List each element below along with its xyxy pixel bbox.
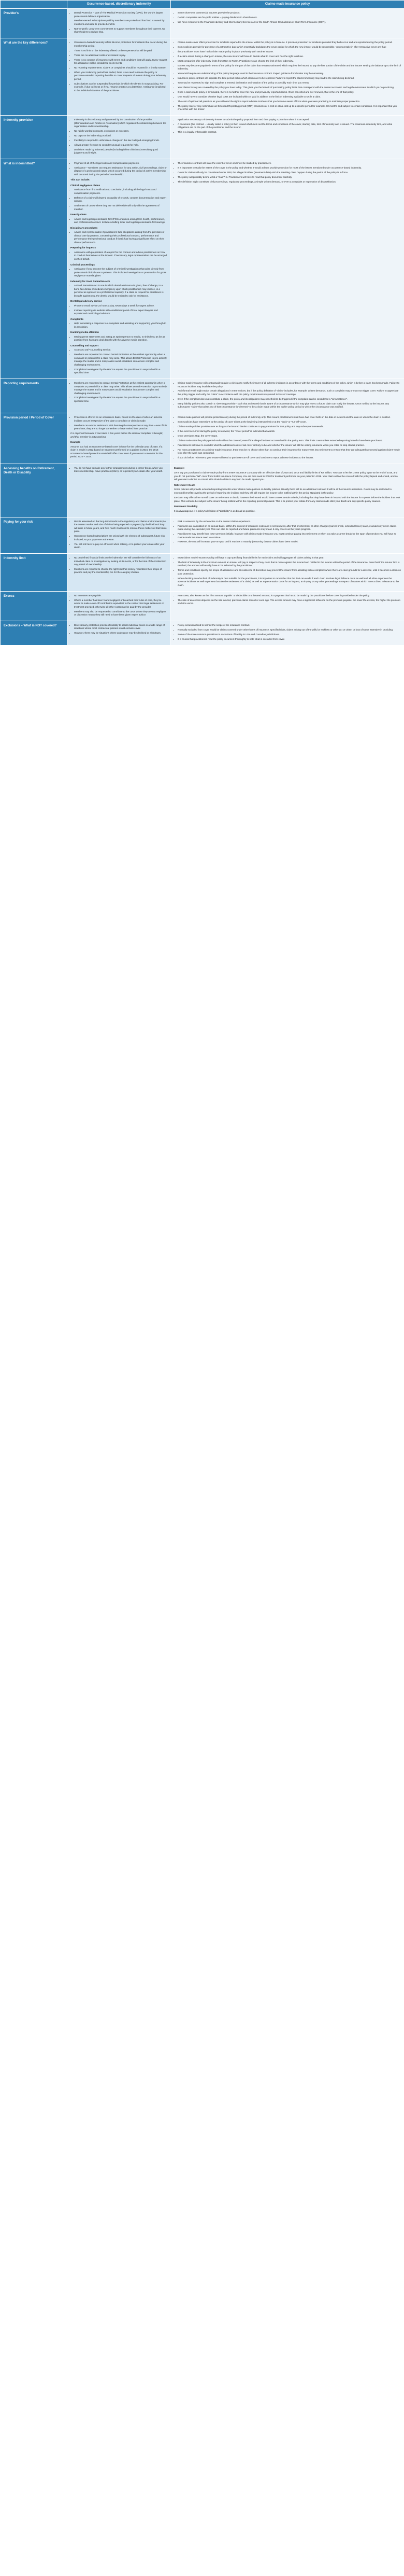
discretionary-item: • Complaints investigated by the HPCSA require the practitioner to respond within a specified time.	[74, 368, 167, 375]
claims-made-item: • We have recourse to the Financial Advisory and Intermediary Services Act or the South African Ombudsman of Short Term Insurance (OSTI).	[178, 21, 401, 24]
claims-made-item: • You may be requested to sign and complete a renewal declaration on inception of the policy or possibly each time you renew.	[178, 81, 401, 85]
discretionary-item: • Issuing press statements and acting as spokesperson to media, to shield you as far as possible from having to deal directly with the adverse media attention.	[74, 335, 167, 342]
claims-made-item: • Policy exclusions tend to narrow the scope of the insurance contract.	[178, 624, 401, 627]
discretionary-note: It is important because if one takes a few years before the claim or complaint is brought, and that member is not practicing.	[70, 432, 163, 438]
discretionary-item: • No excesses are payable.	[74, 594, 167, 598]
discretionary-item: • Phone or email advice 24 hours a day, seven days a week for urgent advice.	[74, 304, 167, 308]
discretionary-item: • No predefined financial limits on the indemnity. We will consider the full costs of an individual claim or investigation by looking at its merits, or for the total of the incidents in any period of membership.	[74, 556, 167, 567]
claims-made-item: • One would have to consider whether legal costs are included within or paid in addition to the limit of indemnity available to settle a claim.	[178, 95, 401, 99]
discretionary-list	[70, 624, 167, 635]
discretionary-list	[70, 382, 167, 403]
discretionary-list	[70, 335, 167, 342]
claims-made-item: • Some policies have extensions to the period of cover either at the beginning (retroactive) or at the "back" or "run-off" cover.	[178, 421, 401, 424]
row-label: Indemnity provision	[1, 115, 67, 159]
discretionary-item: • Subscriptions can be suspended for periods in which the dentist is not practicing. For example, if due to illness or if you resume practice at a later time. Assistance is tailored to the individual situation of the practitioner.	[74, 82, 167, 93]
discretionary-item: • Assistance from first notification to conclusion, including all the legal costs and compensation payments.	[74, 188, 167, 195]
discretionary-list	[70, 11, 167, 34]
example-intro: Let's say you purchased a claims-made policy from SABR Insurance Company with an effective date of 2016 and 2018 and liability limits of R2 million. You start to let the 1-year policy lapse at the end of 2019, and you do not purchase "tail" cover from SABR Insurance Company. You are then sued in 2020 for treatment performed on your patient in 2016. Your claim will not be covered with the policy lapsed and ended, and so will you want a dentist to consult with should a claim in any form be made against you.	[174, 471, 398, 481]
claims-made-item: • When deciding on what limit of indemnity is best suitable for the practitioner, it is important to remember that the limit can erode if each claim involves legal defence costs as well and all other expenses the adverse incidents as well expenses that also be settlement of a claim) as well as representation costs for an inquest, an inquiry or any other proceedings in respect of matters which have a direct relevance to the claim.	[178, 577, 401, 587]
comparison-table	[0, 0, 404, 646]
discretionary-list	[70, 520, 167, 550]
claims-made-item: • Insurance policy contract will stipulate the time period within which claims are to be reported. Failure to report the claims timeously may lead to the claim being declined.	[178, 77, 401, 80]
section-heading: Preparing for inquests	[70, 246, 96, 249]
claims-made-cell	[171, 517, 404, 553]
claims-made-list	[174, 520, 401, 544]
discretionary-item: • A Good Samaritan act is one in which dental assistance is given, free of charge, to a bona fide dental or medical emergency upon which practitioners may chance, in a personal as opposed to a professional capacity. If a claim or request for assistance is brought against you, the dentist would be entitled to ask for assistance.	[74, 284, 167, 298]
claims-made-item: • Some short-term commercial insurers provide the products.	[178, 11, 401, 15]
discretionary-list	[70, 556, 167, 575]
claims-made-item: • The policy may or may not include an Extended Reporting period (ERP) provisions at a cost or at no cost up to a specific period for example, 60 months and subject to certain conditions. It is important that you check this with the broker.	[178, 105, 401, 111]
discretionary-list	[70, 304, 167, 316]
claims-made-item: • Your claims history are covered by the policy you have today. This gives you the benefit of purchasing policy limits that correspond with the current economic and legal environment in which you're practicing.	[178, 86, 401, 90]
row-limit	[1, 554, 404, 592]
row-label: What are the key differences?	[1, 38, 67, 116]
discretionary-item: • Flexibility to respond to unforeseen changes in the law / alleged emerging trends.	[74, 139, 167, 143]
claims-made-list	[174, 594, 401, 606]
claims-made-item: • Claims-made policies provide cover as long as the insured dentist continues to pay premiums for that policy and any subsequent renewals.	[178, 425, 401, 429]
row-reporting	[1, 379, 404, 413]
section-heading: Indemnity for Good Samaritan acts	[70, 279, 110, 283]
header-blank	[1, 1, 67, 9]
row-retirement	[1, 464, 404, 517]
claims-made-item: • The definition might constitute civil proceedings, regulatory proceedings, a simple written demand, or even a complaint or expression of dissatisfaction.	[178, 180, 401, 184]
discretionary-list	[70, 162, 167, 176]
claims-made-cell	[171, 9, 404, 38]
claims-made-cell	[171, 38, 404, 116]
row-label: Reporting requirements	[1, 379, 67, 413]
header-row	[1, 1, 404, 9]
discretionary-list	[70, 118, 167, 155]
discretionary-item: • However, there may be situations where assistance may be declined or withdrawn.	[74, 632, 167, 635]
row-label: Exclusions – What is NOT covered?	[1, 621, 67, 645]
header-discretionary: Occurrence-based, discretionary indemnity	[67, 1, 171, 9]
claims-made-list	[174, 556, 401, 587]
claims-made-item: • Practitioners may benefit from lower premium initially, however with claims-made insurance you must continue paying into retirement or when you take a career break for the span of protection you still have so claims-made insurance need to continue.	[178, 533, 401, 539]
discretionary-item: • Defence of a claim will depend on quality of records, consent documentation and expert opinion.	[74, 197, 167, 203]
claims-made-item: • Once a claim made policy is terminated, there is no further cover for new and previously reported claims. Once cancelled and not renewed, that is the end of that policy.	[178, 91, 401, 94]
claims-made-list	[174, 162, 401, 184]
claims-made-item: • Claims-made insurance will contractually require a clinician to notify the insurer of all adverse incidents in accordance with the terms and conditions of the policy, which is before a claim has been made. Failure to report an incident may invalidate the policy.	[178, 382, 401, 388]
discretionary-item: • Where a member has been found negligent or breached their rules of care, they be asked to make a one-off contribution equivalent to the cost of their legal settlement or treatment provided, otherwise all other costs may be paid by the provider.	[74, 599, 167, 609]
claims-made-item: • The size of an excess depends on the risk insured, previous claims record or even age. The excess amount may have a significant influence on the premium payable: the lower the excess, the higher the premium and vice versa.	[178, 599, 401, 606]
claims-made-cell	[171, 554, 404, 592]
discretionary-item: • Access to 24/7 counselling service.	[74, 348, 167, 352]
claims-made-item: • This is a legally enforceable contract.	[178, 131, 401, 134]
discretionary-item: • Discretionary protection provides flexibility to assist individual cases in a wide range of situations where most contractual policies would exclude cover.	[74, 624, 167, 631]
discretionary-item: • Assistance if you become the subject of criminal investigations that arise directly from professional clinical care to patients. This includes investigation or prosecution for gross negligence manslaughter.	[74, 268, 167, 278]
row-label: Provision period / Period of Cover	[1, 413, 67, 464]
row-label: Indemnity limit	[1, 554, 67, 592]
claims-made-item: • Some of the more common provisions in exclusions of liability in USA and Canadian jurisdictions.	[178, 633, 401, 637]
discretionary-item: • Assistance – Members can request assistance for any action, civil proceedings, claim or dispute of a professional nature which occurred during the period of active membership with occurred during the period of membership.	[74, 166, 167, 177]
discretionary-item: • Members are required to choose the right limit that closely resembles their scope of practice and pay the membership fee for the category chosen.	[74, 568, 167, 575]
row-label: Provider's	[1, 9, 67, 38]
discretionary-item: • Dental Protection – part of The Medical Protection Society (MPS), the world's largest professional defence organisation.	[74, 11, 167, 18]
claims-made-cell	[171, 591, 404, 621]
row-providers	[1, 9, 404, 38]
discretionary-item: • Allows greater freedom to consider unusual requests for help.	[74, 144, 167, 147]
claims-made-list	[174, 41, 401, 111]
section-heading: Investigations	[70, 213, 86, 216]
discretionary-item: • Members may also be requested to contribute to the costs where they are not negligent or discretion means they still need to have been given expert advice.	[74, 610, 167, 617]
claims-made-item: • You would require an understanding of the policy language used in the insurance contract. Expert guidance from broker may be necessary.	[178, 72, 401, 76]
discretionary-cell	[67, 621, 171, 645]
claims-made-item: • Application necessary to indemnity insurer to submit the policy proposal form and then paying a premium when it is accepted.	[178, 118, 401, 122]
claims-made-list	[174, 118, 401, 134]
discretionary-item: • You will not have to pay run-off cover when retiring, or to protect your estate after your death.	[74, 543, 167, 550]
claims-made-item: • Some policies provide for purchase of a retroactive date which essentially backdates the cover period for which the new insurer would be responsible. You must take in after retroactive cover are that:	[178, 46, 401, 49]
discretionary-cell	[67, 464, 171, 517]
discretionary-cell	[67, 38, 171, 116]
claims-made-item: • The insurance contract will state the extent of cover and must be studied by practitioners.	[178, 162, 401, 165]
section-heading: Disciplinary procedures	[70, 226, 98, 229]
claims-made-item: • The cost of optional tail premium as you will need the right to report adverse incidents that you become aware of from when you were practicing to maintain proper protection.	[178, 100, 401, 104]
claims-made-item: • Normally excluded from cover would be claims covered under other forms of insurance, specified risks, claims arising out of the wilful or reckless or other act or crime, or loss of some extensive in providing.	[178, 628, 401, 632]
claims-made-item: • However, the cost will increase year-on-year until it reaches a maturity (assuming that no claims have been made).	[178, 540, 401, 544]
discretionary-item: • Not-for-profit. Long-term commitment to support members throughout their careers. No shareholders to reduce that.	[74, 27, 167, 34]
example-paragraph: Ex-claim may offer a free run-off cover on retirement or death; however the insured would have to meet certain criteria, including that they have been in insured with the insurer for 5 years before the incident that took place. This will also be subject to the insurer being notified within the reporting period stipulated. This is to protect your estate from any claims made after your death and any specific policy clauses.	[174, 496, 400, 502]
discretionary-item: • Protection is offered on an occurrence basis, based on the date of when an adverse incident occurs irrespective of the date a complaint or claim is made.	[74, 416, 167, 423]
claims-made-item: • Many liability policies also contain a "deeming provision" such that an insured that is aware of a circumstance which may give rise to a future claim can notify the insurer. Once notified to the insurer, any subsequent "claim" that arises out of that circumstance is "deemed" to be a claim made within the earlier policy period to which the circumstance was notified.	[178, 402, 401, 409]
row-excess	[1, 591, 404, 621]
discretionary-list	[70, 268, 167, 278]
discretionary-list	[70, 231, 167, 244]
discretionary-item: • Settlement of cases where they are not defensible will only with the agreement of member.	[74, 204, 167, 211]
claims-made-cell	[171, 159, 404, 379]
discretionary-list	[70, 467, 167, 473]
discretionary-list	[70, 594, 167, 617]
discretionary-item: • Members are requested to contact Dental Protection at the earliest opportunity when a complaint or potential for a claim may arise. This allows Dental Protection to pro-actively manage the matter and in many cases avoid escalation into a more complex and challenging environment.	[74, 382, 167, 395]
claims-made-item: • If the event occurred during the policy is renewed, the "cover period" is extended backwards.	[178, 430, 401, 433]
claims-made-item: • Premiums are calculated on an annual basis. Within the context of insurance costs and is not renewed, after that or retirement or other changes (career break, extended leave) leave, it would only cover claims made during the calendar year. This can also be reported and future premiums may mean it only covers as the years progress.	[178, 525, 401, 531]
claims-made-cell	[171, 621, 404, 645]
claims-made-list	[174, 624, 401, 641]
discretionary-list	[70, 251, 167, 261]
claims-made-item: • An excess, also known as the "first amount payable" or deductible or uninsured amount, is a payment that has to be made by the practitioner before cover is provided under the policy.	[178, 594, 401, 598]
claims-made-item: • For many practitioners on a claims-made insurance, there may be no choice other than to continue their insurance for many years into retirement to ensure that they are adequately protected against claims-made long after the work was completed.	[178, 449, 401, 455]
example-heading: Example	[70, 441, 80, 444]
discretionary-list	[70, 284, 167, 298]
discretionary-item: • You do not have to make any further arrangements during a career break, when you leave membership, move practices (retire), or to protect your estate after your death.	[74, 467, 167, 473]
discretionary-item: • Advice and representation if practitioners face allegations arising from the provision of clinical care by patients, concerning their professional conduct, performance and performance their professional conduct if that it has having a significant effect on their clinical performance.	[74, 231, 167, 244]
claims-made-item: • Most companies offer indemnity limits from R1m to R10m. Practitioners can choose the limit of their indemnity.	[178, 60, 401, 63]
claims-made-cell	[171, 464, 404, 517]
claims-made-list	[174, 11, 401, 24]
discretionary-item: • Decisions made by informed people (including fellow clinicians) exercising good judgment and insight.	[74, 148, 167, 155]
discretionary-cell	[67, 591, 171, 621]
example-heading: Permanent Disability	[174, 505, 198, 508]
discretionary-item: • No rigidly worded contracts, exclusions or excesses.	[74, 130, 167, 133]
discretionary-item: • Help formulating a response to a complaint and assisting and supporting you through to its resolution.	[74, 322, 167, 329]
claims-made-item: • An informal email might make certain allegations in mere notices, but if the policy definition of "claim" includes, for example, written demands, such a complaint may or may not trigger cover. Failure to appreciate the policy trigger and notify the "claim" in accordance with the policy requirements may result in loss of coverage.	[178, 389, 401, 396]
example-paragraph: Assume you had an Occurrence-based cover in force for the calendar year of 2016. If a claim is made in 2022 based on treatment performed on a patient in 2016, the 2016 occurrence-based protection would still offer cover even if you are not a member for the period 2022 – 2022.	[70, 445, 163, 458]
row-label: Accessing benefits on Retirement, Death or Disability	[1, 464, 67, 517]
claims-made-item: • Terms and conditions specify the scope of assistance and this absence of discretion may prevent the insurer from assisting with a complaint where there are clear grounds for a defence, until it becomes a claim on your protection.	[178, 569, 401, 576]
claims-made-list	[174, 416, 401, 459]
claims-made-item: • Cover for claims will only be considered under ERP, the alleged incident (treatment date) AND the resulting claim happen during the period of the policy is in force.	[178, 171, 401, 175]
claims-made-item: • The limit of indemnity is the maximum amount an insurer will pay in respect of any claim that is made against the insured and notified to the insurer within the period of the insurance. Note that if the insurer limit is reached, the amount will usually have to be selected by the practitioner.	[178, 561, 401, 568]
row-period	[1, 413, 404, 464]
section-heading: Clinical negligence claims	[70, 184, 100, 187]
claims-made-item: • Once premiums stop, the cover stops.	[178, 435, 401, 438]
header-claims-made: Claims-made insurance policy	[171, 1, 404, 9]
discretionary-list	[70, 416, 167, 430]
claims-made-item: • if a claim arises during a change in insurer, the new insurer will have to decide what to cover and has the right to refuse.	[178, 55, 401, 59]
discretionary-item: • There is no limit on the indemnity offered or the expenses that will be paid.	[74, 49, 167, 53]
discretionary-item: • Occurrence-based subscriptions are priced with the element of subsequent, future risk included, so you pay more at the start.	[74, 535, 167, 541]
example-title: Example:	[174, 466, 185, 469]
discretionary-item: • Member-owned: subscriptions paid by members are pooled and that fund is owned by members and used to provide benefits.	[74, 19, 167, 26]
row-label: Excess	[1, 591, 67, 621]
example-paragraph: Some policies will provide extended reporting benefits under claims made policies on liability policies. Usually there will be an additional cost and it will be at the insurer's discretion. Cover may be restricted to extended benefits covering the period of reporting the incident and they will still require the insurer to be notified within the period stipulated in the policy.	[174, 488, 392, 494]
discretionary-cell	[67, 517, 171, 553]
claims-made-item: • Even if the complaint does not constitute a claim, the policy and its obligations may nonetheless be triggered if the complaint can be considered a "circumstance".	[178, 398, 401, 401]
claims-made-item: • the practitioner must have had a claim made policy in place previously with another insurer.	[178, 50, 401, 54]
discretionary-list	[70, 41, 167, 92]
claims-made-list	[174, 382, 401, 409]
row-paying	[1, 517, 404, 553]
claims-made-item: • The policy will probably define what a "claim" is. Practitioners will have to read that policy document carefully.	[178, 176, 401, 179]
discretionary-list	[70, 218, 167, 225]
discretionary-item: • Assistance with preparation of a report for the coroner and advise practitioners on how to conduct themselves at the inquest. If necessary, legal representation can be arranged on their behalf.	[74, 251, 167, 261]
claims-made-item: • Practitioners will have to consider what the additional costs of tail cover is likely to be and whether the insurer will still be writing insurance when you retire or stop clinical practice.	[178, 444, 401, 447]
example-heading: Retirement / Death	[174, 483, 195, 486]
row-exclusions	[1, 621, 404, 645]
claims-made-item: • Claims-made cover offers protection for incidents reported to the insurer whilst the policy is in force i.e. it provides protection for incidents provided they both occur and are reported during the policy period.	[178, 41, 401, 45]
discretionary-cell	[67, 159, 171, 379]
section-heading: Complaints	[70, 317, 84, 320]
discretionary-list	[70, 322, 167, 329]
claims-made-cell	[171, 379, 404, 413]
section-heading: This can include:	[70, 178, 90, 181]
claims-made-cell	[171, 413, 404, 464]
discretionary-cell	[67, 115, 171, 159]
discretionary-item: • Advice and legal representation for HPCSA inquiries arising from health, performance, and professional conduct. Includes drafting letter and legal representation for hearings.	[74, 218, 167, 225]
section-heading: Dentolegal advisory service	[70, 300, 102, 303]
discretionary-item: • There is no contract of insurance with terms and conditions that will apply. Every request for assistance will be considered on its merits.	[74, 59, 167, 65]
claims-made-cell	[171, 115, 404, 159]
section-heading: Counselling and support	[70, 344, 99, 347]
row-label: What is indemnified?	[1, 159, 67, 379]
discretionary-item: • No caps on the indemnity provided.	[74, 134, 167, 138]
discretionary-list	[70, 348, 167, 374]
discretionary-item: • Complaints investigated by the HPCSA require the practitioner to respond within a specified time.	[74, 396, 167, 403]
discretionary-list	[70, 188, 167, 211]
claims-made-item: • It is crucial that practitioners read the policy document thoroughly to note what is excluded from cover.	[178, 638, 401, 641]
discretionary-item: • Members can ask for assistance with dentolegal consequences at any time – even if it is years later, they are no longer a member or have retired from practice.	[74, 424, 167, 431]
row-difference	[1, 38, 404, 116]
row-indemnified	[1, 159, 404, 379]
discretionary-item: • There are no additional costs or excesses to pay.	[74, 54, 167, 58]
discretionary-item: • Risk is assessed on the long-term trends in the regulatory and claims environments (i.e. the current market and size of claims being reported or payouts) by the likelihood they will arise in future years, and how much it will cost to resolve these matters at that future point.	[74, 520, 167, 534]
claims-made-item: • Risk is assessed by the underwriter on the current claims experience.	[178, 520, 401, 524]
discretionary-cell	[67, 413, 171, 464]
discretionary-cell	[67, 379, 171, 413]
discretionary-item: • When your indemnity period has ended, there is no need to renew the policy or purchase extended reporting benefits to cover requests of events during your indemnity period.	[74, 71, 167, 81]
discretionary-item: • No reporting requirements. Claims or complaints should be reported in a timely manner.	[74, 66, 167, 70]
discretionary-item: • Indemnity is discretionary and governed by the constitution of the provider (Memorandum and Articles of Association) which regulates the relationship between the organisation and its membership.	[74, 118, 167, 129]
claims-made-item: • Most claims made insurance policy will have a cap specifying financial limits for each claim and will aggregate all claims arising in that year.	[178, 556, 401, 560]
example-paragraph: It is advantageous if a policy's definition of "disability" is as broad as possible.	[174, 509, 256, 512]
claims-made-item: • Claims made policies will provide protection only during the period of indemnity only. This means practitioners must have had cover both on the date of incident and the date on which the claim is notified.	[178, 416, 401, 419]
claims-made-item: • A document (the contract – usually called a policy) is then issued which sets out the terms and conditions of the cover, starting date, limit of indemnity and is issued. The maximum indemnity limit, and what obligations are on the part of the practitioner and the insurer.	[178, 123, 401, 130]
row-label: Paying for your risk	[1, 517, 67, 553]
discretionary-item: • Occurrence-based indemnity offers life-time protection for incidents that occur during the membership period.	[74, 41, 167, 48]
discretionary-cell	[67, 554, 171, 592]
discretionary-item: • Incident reporting via website with established panel of local expert lawyers and experienced medicolegal advisers.	[74, 309, 167, 316]
claims-made-item: • It is important to study the extent of the cover in the policy and whether it would at least provide protection for most of the issues mentioned under occurrence-based indemnity.	[178, 166, 401, 170]
claims-made-item: • Certain companies are for-profit entities – paying dividends to shareholders.	[178, 16, 401, 20]
row-indemnity	[1, 115, 404, 159]
discretionary-cell	[67, 9, 171, 38]
claims-made-item: • Claims made after the policy period ends will not be covered, even if the alleged incident occurred within the policy term. This limits cover unless extended reporting benefits have been purchased.	[178, 439, 401, 443]
discretionary-item: • Payment of all of the legal costs and compensation payments.	[74, 162, 167, 165]
section-heading: Criminal proceedings	[70, 263, 95, 266]
claims-made-item: • If you do before retirement, your estate will need to purchase run-off cover and continue to report adverse incidents to the insurer.	[178, 456, 401, 460]
discretionary-item: • Members are requested to contact Dental Protection at the earliest opportunity when a complaint or potential for a claim may arise. This allows Dental Protection to pro-actively manage the matter and in many cases avoid escalation into a more complex and challenging environment.	[74, 353, 167, 367]
claims-made-item: • Excess may become payable in terms of the policy for the part of the claim that remains uninsured which requires the insured to pay the first portion of the claim and the insurer settling the balance up to the limit of indemnity.	[178, 64, 401, 71]
section-heading: Handling media attention	[70, 331, 99, 334]
